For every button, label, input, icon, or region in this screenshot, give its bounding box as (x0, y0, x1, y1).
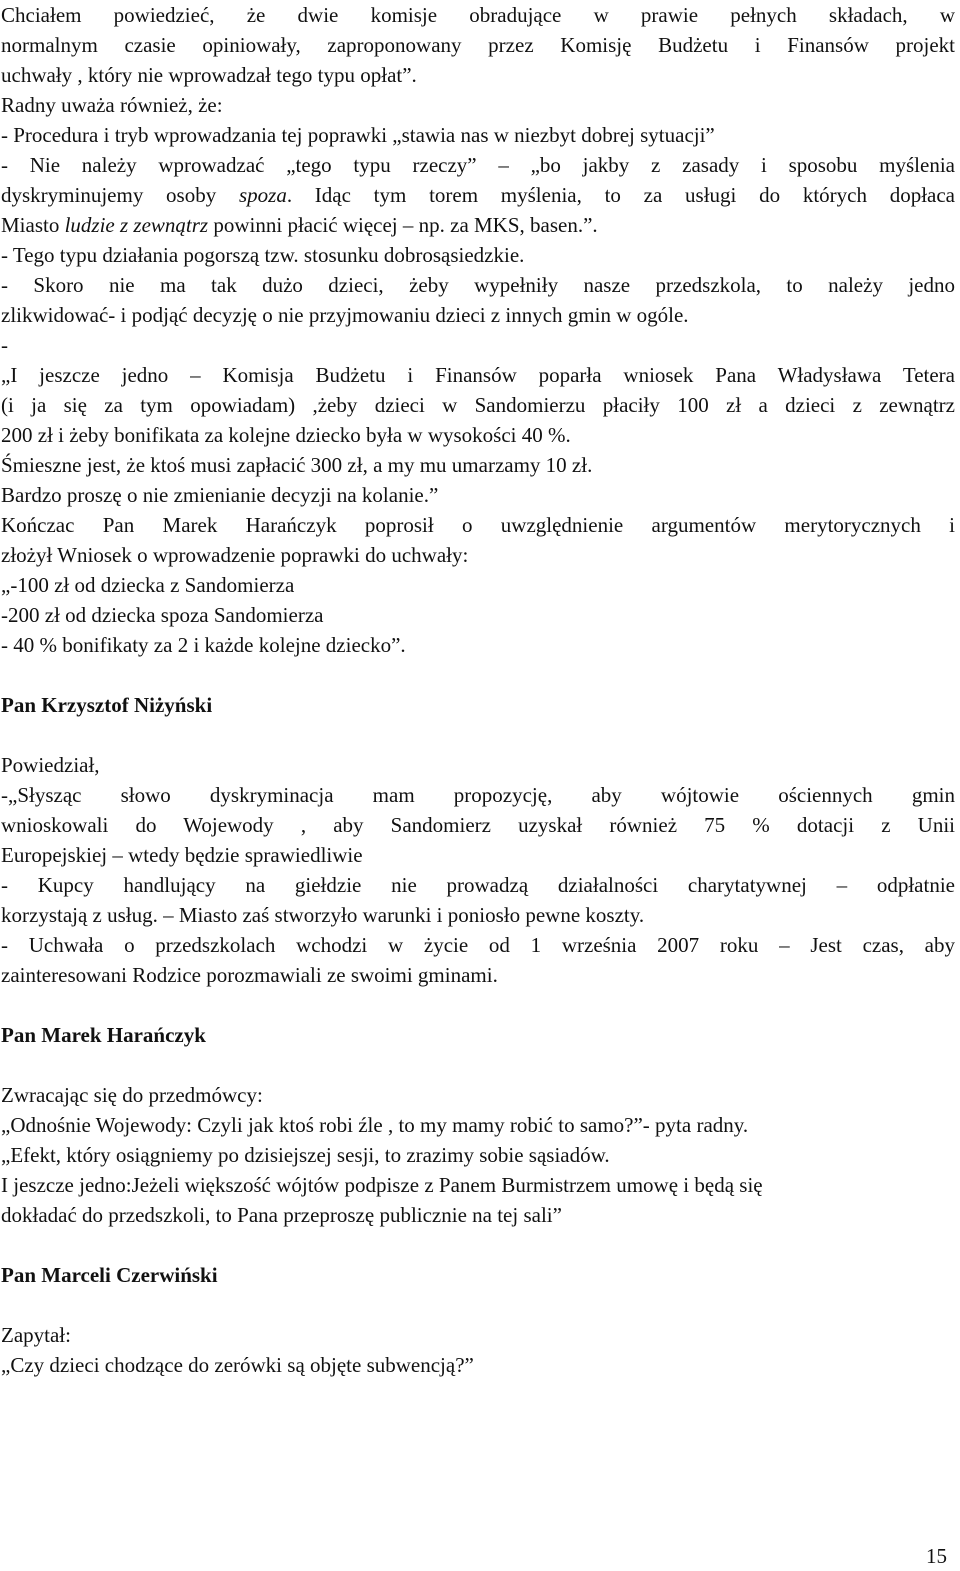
text-line: „Efekt, który osiągniemy po dzisiejszej sesji, to zrazimy sobie sąsiadów. (1, 1143, 610, 1167)
speech-haranczyk (1, 1080, 955, 1230)
text-line: Śmieszne jest, że ktoś musi zapłacić 300 zł, a my mu umarzamy 10 zł. (1, 453, 593, 477)
text-line: Bardzo proszę o nie zmienianie decyzji na kolanie.” (1, 483, 439, 507)
text-line: - Nie należy wprowadzać „tego typu rzeczy” – „bo jakby z zasady i sposobu myślenia (1, 153, 955, 177)
text-line (1, 180, 955, 210)
speaker-section-nizynski (1, 690, 955, 720)
speaker-verb: Powiedział, (1, 753, 100, 777)
text-line: „I jeszcze jedno – Komisja Budżetu i Finansów poparła wniosek Pana Władysława Tetera (1, 363, 955, 387)
text-segment: dyskryminujemy osoby (1, 183, 239, 207)
text-line: 200 zł i żeby bonifikata za kolejne dziecko była w wysokości 40 %. (1, 423, 571, 447)
text-line: Kończac Pan Marek Harańczyk poprosił o uwzględnienie argumentów merytorycznych i (1, 513, 955, 537)
speaker-verb: Zapytał: (1, 1323, 71, 1347)
text-segment: powinni płacić więcej – np. za MKS, basen.”. (208, 213, 598, 237)
text-line: - Tego typu działania pogorszą tzw. stosunku dobrosąsiedzkie. (1, 243, 525, 267)
text-line: „-100 zł od dziecka z Sandomierza (1, 573, 295, 597)
italic-phrase: ludzie z zewnątrz (64, 213, 209, 237)
text-line: „Czy dzieci chodzące do zerówki są objęte subwencją?” (1, 1353, 474, 1377)
text-line: zlikwidować- i podjąć decyzję o nie przyjmowaniu dzieci z innych gmin w ogóle. (1, 303, 689, 327)
text-line: zainteresowani Rodzice porozmawiali ze swoimi gminami. (1, 963, 498, 987)
speaker-name: Pan Krzysztof Niżyński (1, 693, 213, 717)
text-segment: . Idąc tym torem myślenia, to za usługi do których dopłaca (286, 183, 955, 207)
text-line (1, 210, 955, 240)
speaker-name: Pan Marek Harańczyk (1, 1023, 206, 1047)
text-line: normalnym czasie opiniowały, zaproponowany przez Komisję Budżetu i Finansów projekt (1, 33, 955, 57)
text-line: „Odnośnie Wojewody: Czyli jak ktoś robi źle , to my mamy robić to samo?”- pyta radny. (1, 1113, 749, 1137)
speaker-section-haranczyk (1, 1020, 955, 1050)
text-line: Chciałem powiedzieć, że dwie komisje obradujące w prawie pełnych składach, w (1, 3, 955, 27)
speech-nizynski (1, 780, 955, 990)
text-line: - Uchwała o przedszkolach wchodzi w życie od 1 września 2007 roku – Jest czas, aby (1, 933, 955, 957)
text-line: Radny uważa również, że: (1, 93, 223, 117)
text-line: - Skoro nie ma tak dużo dzieci, żeby wypełniły nasze przedszkola, to należy jedno (1, 273, 955, 297)
text-line: (i ja się za tym opowiadam) ,żeby dzieci w Sandomierzu płaciły 100 zł a dzieci z zewnątrz (1, 393, 955, 417)
speaker-verb: Zwracając się do przedmówcy: (1, 1083, 263, 1107)
italic-word: spoza (238, 183, 287, 207)
page-number: 15 (926, 1544, 947, 1568)
text-line: złożył Wniosek o wprowadzenie poprawki do uchwały: (1, 543, 469, 567)
text-line: - (1, 333, 8, 357)
text-line: - Procedura i tryb wprowadzania tej poprawki „stawia nas w niezbyt dobrej sytuacji” (1, 123, 715, 147)
text-line: I jeszcze jedno:Jeżeli większość wójtów podpisze z Panem Burmistrzem umowę i będą się (1, 1173, 763, 1197)
text-segment: Miasto (1, 213, 65, 237)
text-line: -200 zł od dziecka spoza Sandomierza (1, 603, 324, 627)
text-line: Europejskiej – wtedy będzie sprawiedliwie (1, 843, 363, 867)
text-line: - Kupcy handlujący na giełdzie nie prowadzą działalności charytatywnej – odpłatnie (1, 873, 955, 897)
text-line: korzystają z usług. – Miasto zaś stworzyło warunki i poniosło pewne koszty. (1, 903, 645, 927)
text-line: -„Słysząc słowo dyskryminacja mam propozycję, aby wójtowie ościennych gmin (1, 783, 955, 807)
text-line: uchwały , który nie wprowadzał tego typu opłat”. (1, 63, 417, 87)
text-line: - 40 % bonifikaty za 2 i każde kolejne dziecko”. (1, 633, 406, 657)
speech-czerwinski (1, 1320, 955, 1380)
speaker-intro-nizynski (1, 750, 955, 780)
intro-section (1, 0, 955, 660)
speaker-name: Pan Marceli Czerwiński (1, 1263, 218, 1287)
speaker-section-czerwinski (1, 1260, 955, 1290)
text-line: wnioskowali do Wojewody , aby Sandomierz uzyskał również 75 % dotacji z Unii (1, 813, 955, 837)
text-line: dokładać do przedszkoli, to Pana przeproszę publicznie na tej sali” (1, 1203, 562, 1227)
